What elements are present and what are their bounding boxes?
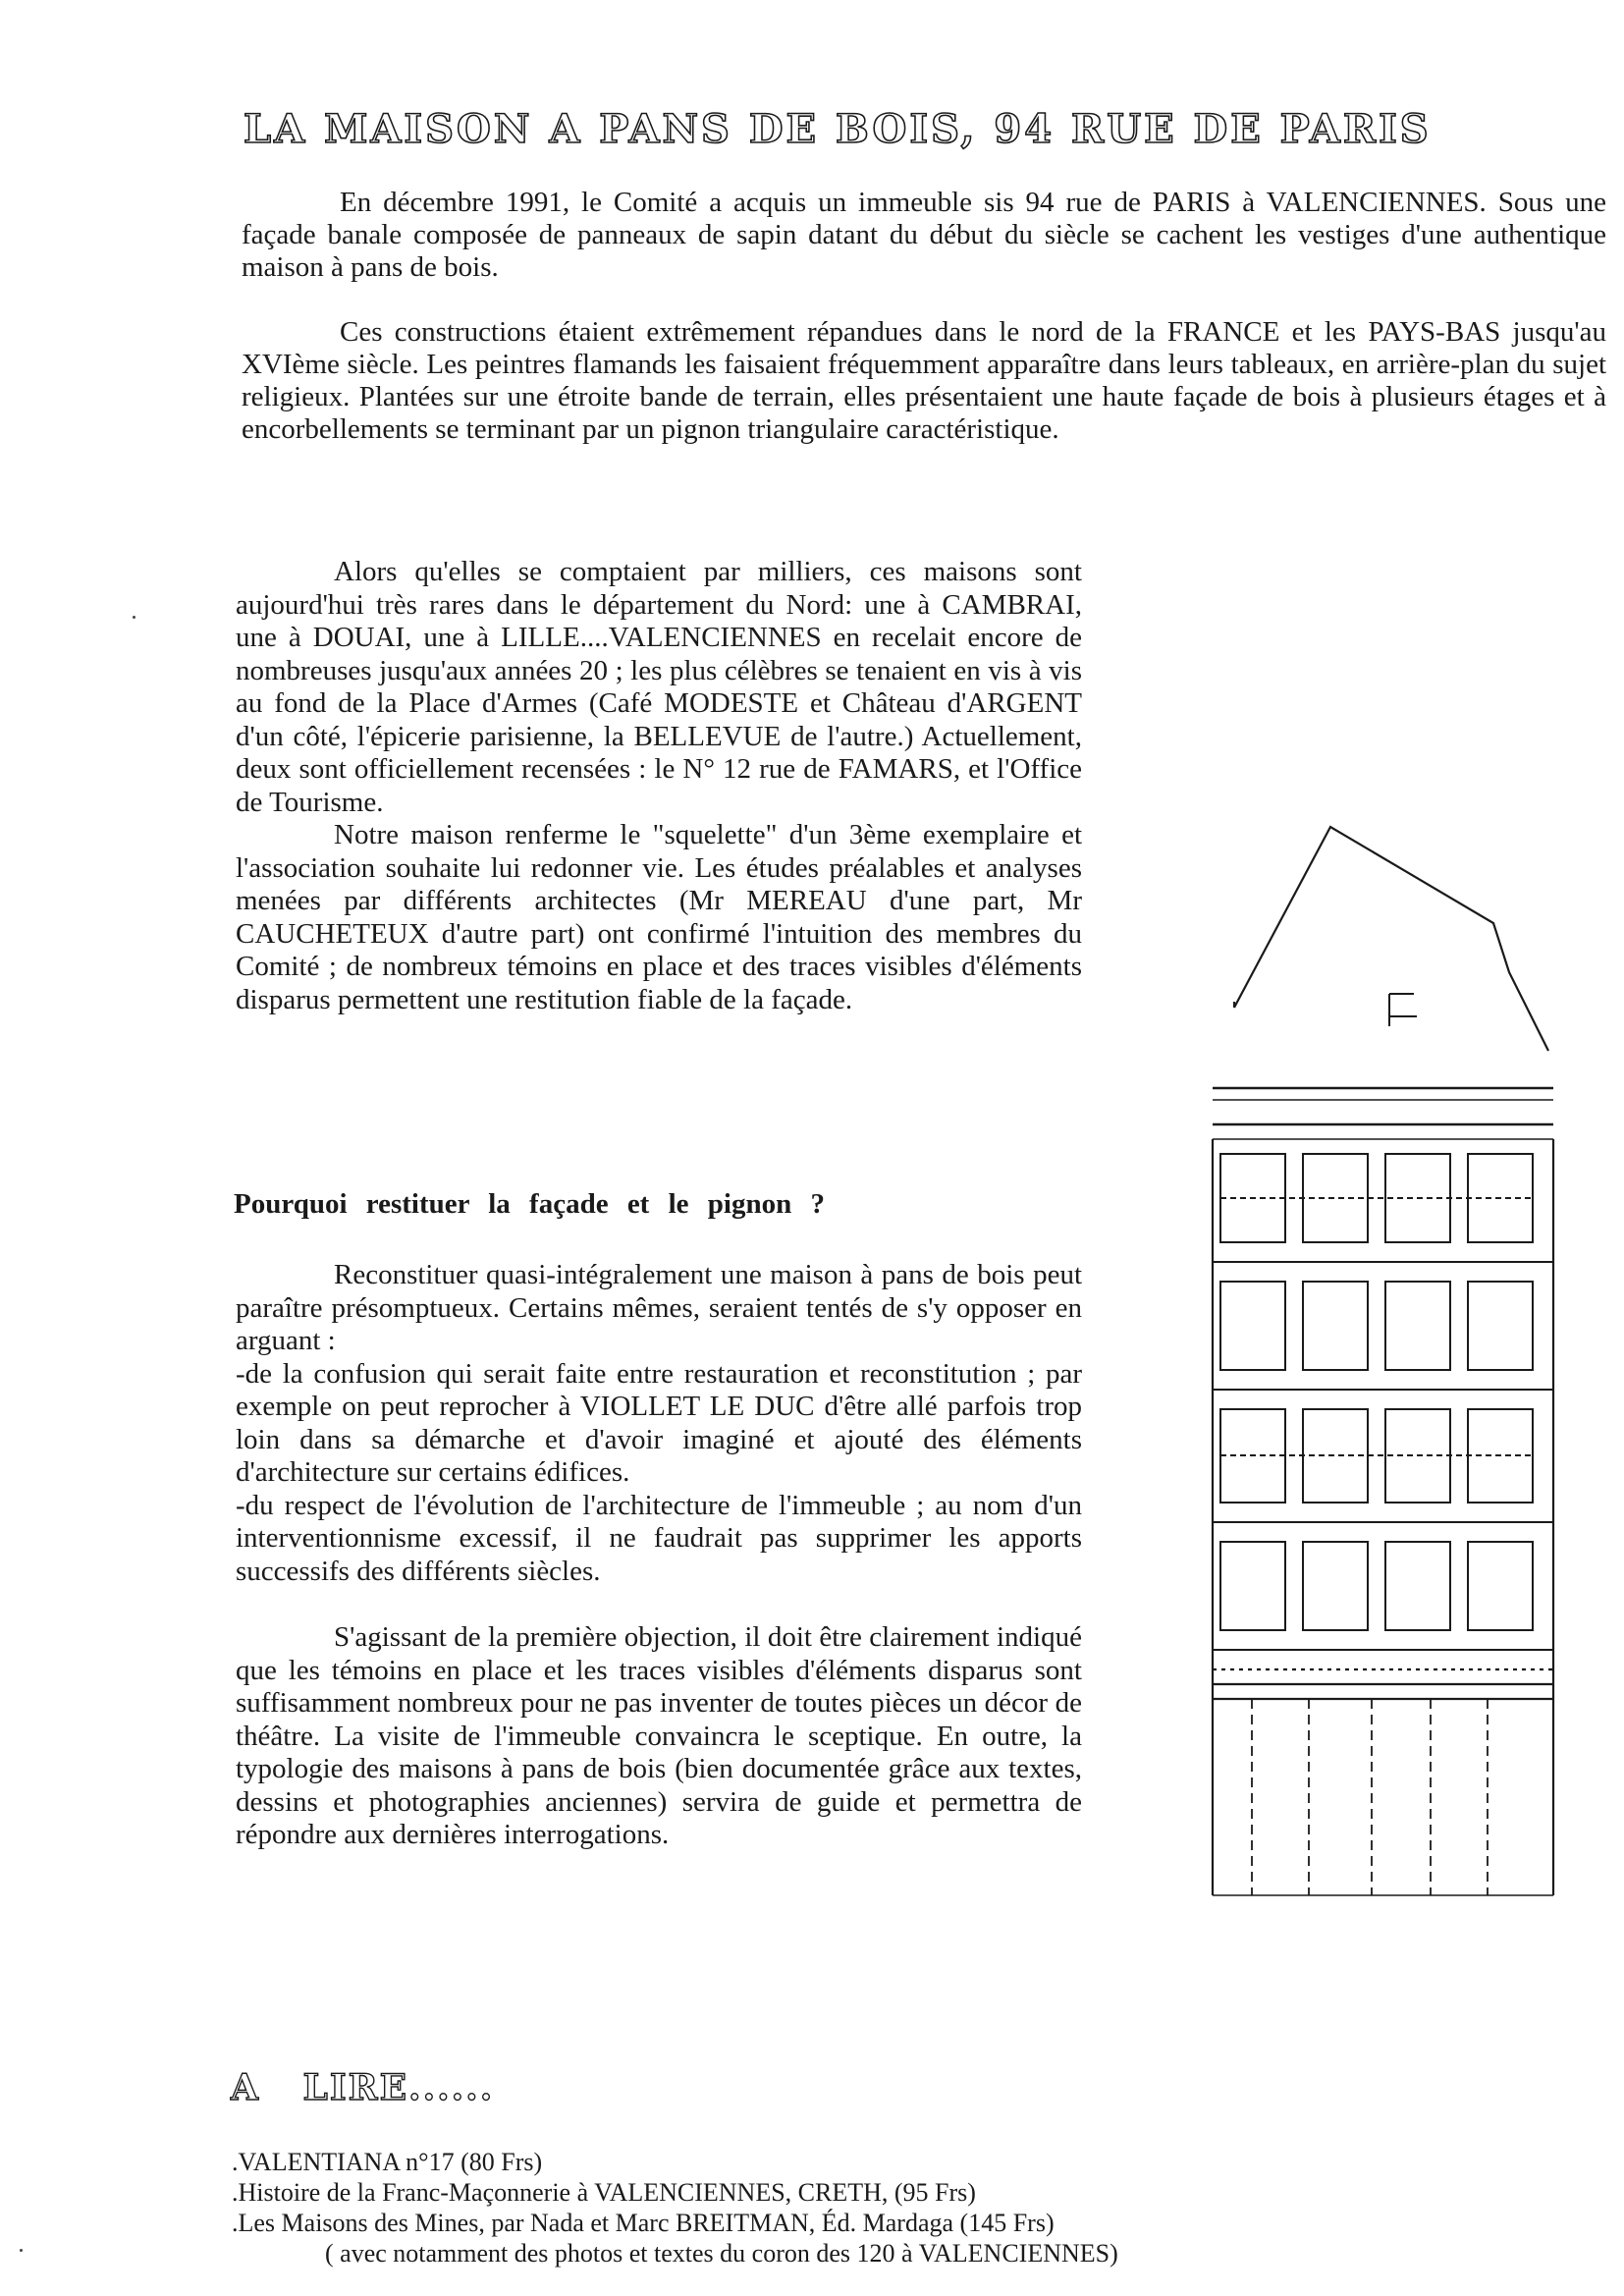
reading-list-item: .Les Maisons des Mines, par Nada et Marc BREITMAN, Éd. Mardaga (145 Frs)	[232, 2209, 1055, 2237]
intro-section	[242, 187, 1606, 446]
reading-list	[232, 2147, 1410, 2269]
column2-paragraph-4: S'agissant de la première objection, il doit être clairement indiqué que les témoins en place et les traces visibles d'éléments disparus sont suffisamment nombreux pour ne pas inventer de toutes pièces un décor de théâtre. La visite de l'immeuble convaincra le sceptique. En outre, la typologie des maisons à pans de bois (bien documentée grâce aux textes, dessins et photographies anciennes) servira de guide et permettra de répondre aux dernières interrogations.	[236, 1621, 1082, 1850]
column1-paragraph-2: Notre maison renferme le "squelette" d'un 3ème exemplaire et l'association souhaite lui redonner vie. Les études préalables et analyses menées par différents architectes (Mr MEREAU d'une part, Mr CAUCHETEUX d'autre part) ont confirmé l'intuition des membres du Comité ; de nombreux témoins en place et des traces visibles d'éléments disparus permettent une restitution fiable de la façade.	[236, 819, 1082, 1015]
margin-dot	[133, 616, 135, 619]
page-title: LA MAISON A PANS DE BOIS, 94 RUE DE PARIS	[244, 106, 1432, 152]
reading-list-item: .VALENTIANA n°17 (80 Frs)	[232, 2148, 543, 2176]
margin-dot	[20, 2249, 23, 2252]
intro-paragraph-2: Ces constructions étaient extrêmement répandues dans le nord de la FRANCE et les PAYS-BAS jusqu'au XVIème siècle. Les peintres flamands les faisaient fréquemment apparaître dans leurs tableaux, en arrière-plan du sujet religieux. Plantées sur une étroite bande de terrain, elles présentaient une haute façade de bois à plusieurs étages et à encorbellements se terminant par un pignon triangulaire caractéristique.	[242, 316, 1606, 445]
column1-paragraph-1: Alors qu'elles se comptaient par milliers, ces maisons sont aujourd'hui très rares dans le département du Nord: une à CAMBRAI, une à DOUAI, une à LILLE....VALENCIENNES en recelait encore de nombreuses jusqu'aux années 20 ; les plus célèbres se tenaient en vis à vis au fond de la Place d'Armes (Café MODESTE et Château d'ARGENT d'un côté, l'épicerie parisienne, la BELLEVUE de l'autre.) Actuellement, deux sont officiellement recensées : le N° 12 rue de FAMARS, et l'Office de Tourisme.	[236, 556, 1082, 818]
house-facade-drawing-icon	[1193, 815, 1571, 1915]
intro-paragraph-1: En décembre 1991, le Comité a acquis un immeuble sis 94 rue de PARIS à VALENCIENNES. Sous une façade banale composée de panneaux de sapin datant du début du siècle se cachent les vestiges d'une authentique maison à pans de bois.	[242, 187, 1606, 283]
column-section-2	[236, 1259, 1082, 1852]
column2-paragraph-3: -du respect de l'évolution de l'architecture de l'immeuble ; au nom d'un interventionnisme excessif, il ne faudrait pas supprimer les apports successifs des différents siècles.	[236, 1489, 1082, 1587]
column2-paragraph-2: -de la confusion qui serait faite entre restauration et reconstitution ; par exemple on peut reprocher à VIOLLET LE DUC d'être allé parfois trop loin dans sa démarche et d'avoir imaginé et ajouté des éléments d'architecture sur certains édifices.	[236, 1357, 1082, 1488]
column2-paragraph-1: Reconstituer quasi-intégralement une maison à pans de bois peut paraître présomptueux. Certains mêmes, seraient tentés de s'y opposer en arguant :	[236, 1259, 1082, 1356]
column-section-1	[236, 556, 1082, 1016]
section-subheading: Pourquoi restituer la façade et le pignon ?	[234, 1188, 825, 1220]
reading-list-note: ( avec notamment des photos et textes du coron des 120 à VALENCIENNES)	[325, 2239, 1118, 2268]
reading-list-item: .Histoire de la Franc-Maçonnerie à VALENCIENNES, CRETH, (95 Frs)	[232, 2178, 976, 2207]
reading-list-heading: A LIRE......	[231, 2067, 495, 2108]
